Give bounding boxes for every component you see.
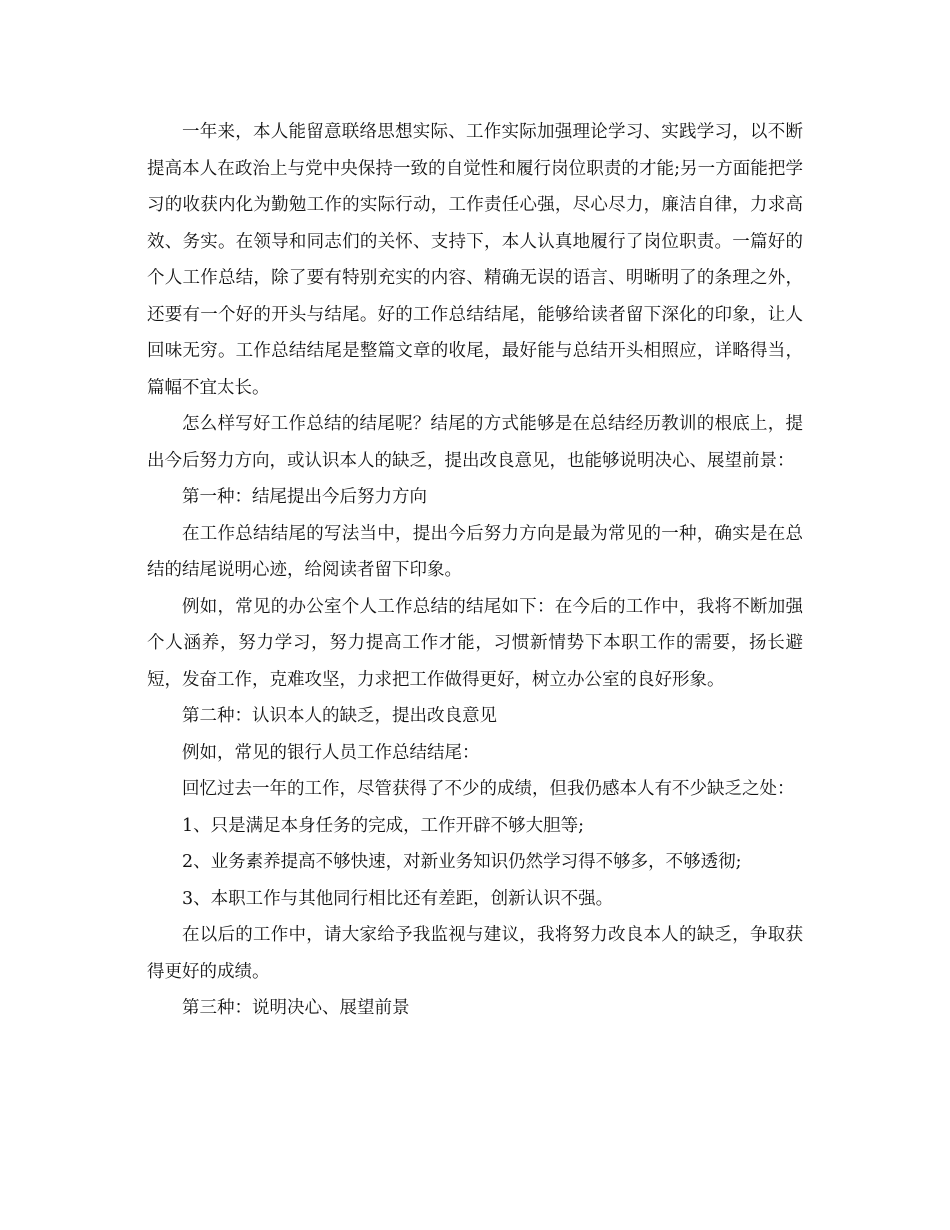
paragraph-method-one-desc: 在工作总结结尾的写法当中，提出今后努力方向是最为常见的一种，确实是在总结的结尾说明心迹，给阅读者留下印象。 [147,523,803,580]
heading-method-two: 第二种：认识本人的缺乏，提出改良意见 [182,706,497,726]
heading-method-three: 第三种：说明决心、展望前景 [182,998,410,1018]
paragraph-intro: 一年来，本人能留意联络思想实际、工作实际加强理论学习、实践学习，以不断提高本人在政治上与党中央保持一致的自觉性和履行岗位职责的才能;另一方面能把学习的收获内化为勤勉工作的实际行动，工作责任心强，尽心尽力，廉洁自律，力求高效、务实。在领导和同志们的关怀、支持下，本人认真地履行了岗位职责。一篇好的个人工作总结，除了要有特别充实的内容、精确无误的语言、明晰明了的条理之外，还要有一个好的开头与结尾。好的工作总结结尾，能够给读者留下深化的印象，让人回味无穷。工作总结结尾是整篇文章的收尾，最好能与总结开头相照应，详略得当，篇幅不宜太长。 [147,122,803,398]
paragraph-method-two-review: 回忆过去一年的工作，尽管获得了不少的成绩，但我仍感本人有不少缺乏之处： [182,779,795,799]
paragraph-method-two-example-intro: 例如，常见的银行人员工作总结结尾： [182,742,480,763]
document-body [147,114,803,1027]
paragraph-method-two-closing: 在以后的工作中，请大家给予我监视与建议，我将努力改良本人的缺乏，争取获得更好的成绩。 [147,925,803,982]
paragraph-method-one-example: 例如，常见的办公室个人工作总结的结尾如下：在今后的工作中，我将不断加强个人涵养，努力学习，努力提高工作才能，习惯新情势下本职工作的需要，扬长避短，发奋工作，克难攻坚，力求把工作做得更好，树立办公室的良好形象。 [147,596,803,690]
heading-method-one: 第一种：结尾提出今后努力方向 [182,487,427,507]
list-item-shortcoming-1: 1、只是满足本身任务的完成，工作开辟不够大胆等; [182,815,585,836]
paragraph-how-to-end: 怎么样写好工作总结的结尾呢？结尾的方式能够是在总结经历教训的根底上，提出今后努力方向，或认识本人的缺乏，提出改良意见，也能够说明决心、展望前景： [147,414,803,471]
list-item-shortcoming-2: 2、业务素养提高不够快速，对新业务知识仍然学习得不够多，不够透彻; [182,852,742,872]
list-item-shortcoming-3: 3、本职工作与其他同行相比还有差距，创新认识不强。 [182,888,614,909]
